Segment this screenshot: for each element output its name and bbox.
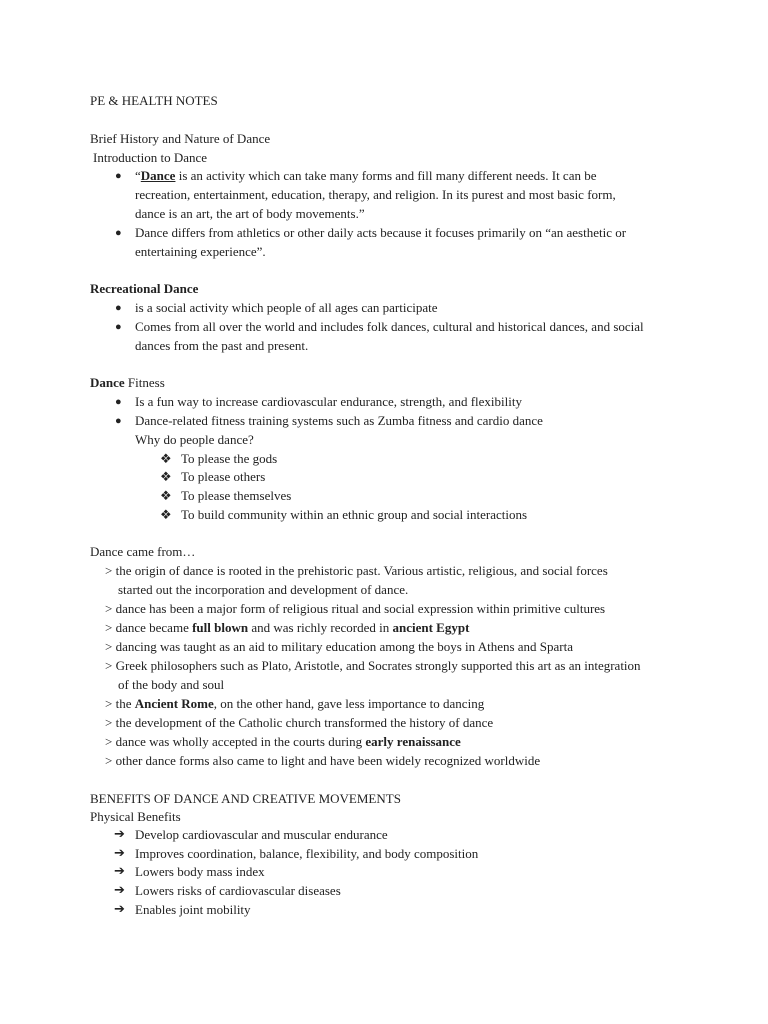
recreational-bullet2-line1: Comes from all over the world and includes folk dances, cultural and historical dances, and social	[135, 319, 644, 334]
origin-line: > dancing was taught as an aid to military education among the boys in Athens and Sparta	[105, 639, 574, 654]
early-renaissance-text: early renaissance	[365, 734, 461, 749]
history-heading: Brief History and Nature of Dance	[90, 131, 271, 146]
reason-item: To please the gods	[181, 451, 278, 466]
fitness-bullet1: Is a fun way to increase cardiovascular endurance, strength, and flexibility	[135, 394, 522, 409]
recreational-bullet2-line2: dances from the past and present.	[135, 338, 309, 353]
diamond-bullet-icon: ❖	[160, 451, 172, 466]
open-quote: “	[135, 168, 141, 183]
dance-differs-line2: entertaining experience”.	[135, 244, 266, 259]
diamond-bullet-icon: ❖	[160, 507, 172, 522]
origin-heading: Dance came from…	[90, 544, 196, 559]
arrow-bullet-icon: ➔	[114, 864, 125, 879]
recreational-bullet1: is a social activity which people of all ages can participate	[135, 300, 438, 315]
origin-line: > Greek philosophers such as Plato, Aristotle, and Socrates strongly supported this art as an integration	[105, 658, 641, 673]
benefits-heading: BENEFITS OF DANCE AND CREATIVE MOVEMENTS	[90, 791, 401, 806]
origin-line: > dance was wholly accepted in the courts during early renaissance	[105, 734, 461, 749]
origin-line: started out the incorporation and development of dance.	[118, 582, 409, 597]
physical-benefits-subheading: Physical Benefits	[90, 809, 181, 824]
bullet-icon: ●	[115, 302, 122, 314]
arrow-bullet-icon: ➔	[114, 902, 125, 917]
fitness-bullet2: Dance-related fitness training systems such as Zumba fitness and cardio dance	[135, 413, 543, 428]
ancient-rome-text: Ancient Rome	[134, 696, 214, 711]
fitness-heading	[90, 374, 165, 392]
origin-line: > the development of the Catholic church transformed the history of dance	[105, 715, 494, 730]
recreational-heading	[90, 280, 198, 298]
diamond-bullet-icon: ❖	[160, 469, 172, 484]
fitness-heading-rest: Fitness	[124, 375, 165, 390]
ancient-egypt-text: ancient Egypt	[392, 620, 470, 635]
origin-line: > the origin of dance is rooted in the prehistoric past. Various artistic, religious, and social forces	[105, 563, 608, 578]
diamond-bullet-icon: ❖	[160, 488, 172, 503]
dance-definition-line3: dance is an art, the art of body movements.”	[135, 206, 365, 221]
origin-line: > dance became full blown and was richly recorded in ancient Egypt	[105, 620, 470, 635]
origin-line: > other dance forms also came to light and have been widely recognized worldwide	[105, 753, 541, 768]
reason-item: To please others	[181, 469, 266, 484]
benefit-item: Enables joint mobility	[135, 902, 251, 917]
dance-definition-line1	[135, 167, 597, 185]
origin-line: > dance has been a major form of religious ritual and social expression within primitive cultures	[105, 601, 606, 616]
origin-line: > the Ancient Rome, on the other hand, gave less importance to dancing	[105, 696, 485, 711]
recreational-heading-text: Recreational Dance	[90, 281, 199, 296]
origin-line: of the body and soul	[118, 677, 225, 692]
benefit-item: Lowers risks of cardiovascular diseases	[135, 883, 341, 898]
arrow-bullet-icon: ➔	[114, 846, 125, 861]
dance-differs-line1: Dance differs from athletics or other daily acts because it focuses primarily on “an aesthetic or	[135, 225, 627, 240]
bullet-icon: ●	[115, 227, 122, 239]
benefit-item: Develop cardiovascular and muscular endurance	[135, 827, 388, 842]
why-dance-question: Why do people dance?	[135, 432, 254, 447]
benefit-item: Improves coordination, balance, flexibility, and body composition	[135, 846, 479, 861]
reason-item: To build community within an ethnic group and social interactions	[181, 507, 528, 522]
full-blown-text: full blown	[192, 620, 249, 635]
bullet-icon: ●	[115, 415, 122, 427]
bullet-icon: ●	[115, 321, 122, 333]
fitness-heading-bold: Dance	[90, 375, 125, 390]
arrow-bullet-icon: ➔	[114, 883, 125, 898]
dance-definition-text: is an activity which can take many forms and fill many different needs. It can be	[175, 168, 597, 183]
intro-subheading: Introduction to Dance	[93, 150, 208, 165]
benefit-item: Lowers body mass index	[135, 864, 265, 879]
dance-definition-line2: recreation, entertainment, education, therapy, and religion. In its purest and most basic form,	[135, 187, 616, 202]
doc-title: PE & HEALTH NOTES	[90, 93, 218, 108]
dance-term: Dance	[140, 168, 176, 183]
reason-item: To please themselves	[181, 488, 292, 503]
bullet-icon: ●	[115, 170, 122, 182]
arrow-bullet-icon: ➔	[114, 827, 125, 842]
bullet-icon: ●	[115, 396, 122, 408]
